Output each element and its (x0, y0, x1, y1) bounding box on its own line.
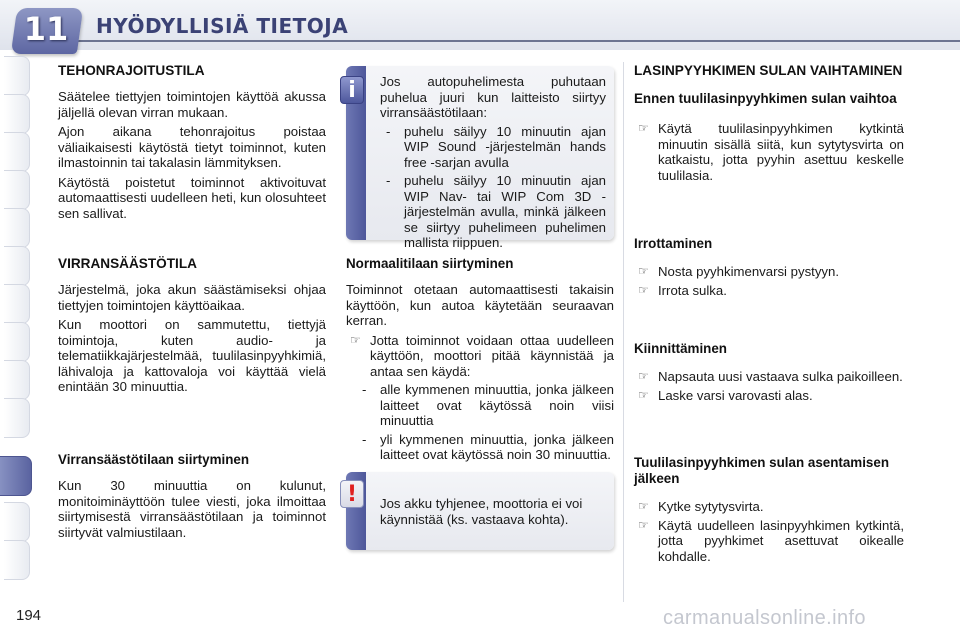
side-tab[interactable] (4, 284, 30, 324)
side-tab[interactable] (4, 132, 30, 172)
section-normaalitila (346, 256, 614, 466)
subsection-title: Kiinnittäminen (634, 341, 727, 356)
side-tab[interactable] (4, 246, 30, 286)
info-icon: i (340, 76, 364, 104)
pointing-hand-icon: ☞ (638, 264, 649, 278)
section-title: LASINPYYHKIMEN SULAN VAIHTAMINEN (634, 63, 903, 78)
paragraph: Toiminnot otetaan automaattisesti takaisin käyttöön, kun autoa käytetään seuraavan kerran. (346, 282, 614, 328)
list-item: ☞ Jotta toiminnot voidaan ottaa uudelleen käyttöön, moottori pitää käynnistää ja antaa sen käydä: (350, 332, 614, 379)
warning-icon: ! (340, 480, 364, 508)
section-kiinnittaminen (634, 341, 904, 406)
subsection-title: Tuulilasinpyyhkimen sulan asentamisen jälkeen (634, 455, 889, 486)
subsection-title: Virransäästötilaan siirtyminen (58, 452, 250, 467)
list-item: ☞ Kytke sytytysvirta. (638, 499, 764, 514)
pointing-hand-icon: ☞ (638, 369, 649, 383)
side-tab[interactable] (4, 94, 30, 134)
watermark: carmanualsonline.info (663, 607, 866, 629)
bullet-list (634, 264, 904, 298)
info-note (346, 66, 614, 250)
side-tab-active[interactable] (0, 456, 32, 496)
paragraph: Säätelee tiettyjen toimintojen käyttöä akussa jäljellä olevan virran mukaan. (58, 89, 326, 120)
side-tab[interactable] (4, 360, 30, 400)
list-item: - yli kymmenen minuuttia, jonka jälkeen laitteet ovat käytössä noin 30 minuuttia. (362, 431, 614, 462)
bullet-list (346, 333, 614, 380)
side-index-tabs (0, 56, 34, 580)
section-virransaastotila (58, 256, 326, 399)
paragraph: Kun 30 minuuttia on kulunut, monitoiminäyttöön tulee viesti, joka ilmoittaa siirtymisestä virransäästötilaan ja toiminnot siirtyvät valmiustilaan. (58, 478, 326, 540)
section-title: TEHONRAJOITUSTILA (58, 63, 205, 78)
side-tab[interactable] (4, 170, 30, 210)
bullet-list (634, 369, 904, 403)
subsection-title: Normaalitilaan siirtyminen (346, 256, 514, 271)
section-siirtyminen (58, 452, 326, 544)
bullet-list (634, 499, 904, 564)
pointing-hand-icon: ☞ (638, 282, 649, 297)
subsection-title: Irrottaminen (634, 236, 713, 251)
info-note-text (380, 74, 606, 254)
header-rule (60, 40, 960, 42)
side-tab[interactable] (4, 322, 30, 362)
paragraph: Ajon aikana tehonrajoitus poistaa väliaikaisesti käytöstä tietyt toiminnot, kuten ilmastoinnin tai takalasin lämmityksen. (58, 124, 326, 170)
side-tab[interactable] (4, 540, 30, 580)
list-item: - puhelu säilyy 10 minuutin ajan WIP Sound -järjestelmän hands free -sarjan avulla (386, 123, 606, 170)
list-item: ☞ Nosta pyyhkimenvarsi pystyyn. (638, 264, 840, 279)
side-tab[interactable] (4, 502, 30, 542)
column-divider (623, 62, 624, 602)
side-tab[interactable] (4, 398, 30, 438)
info-list (380, 124, 606, 251)
section-title: VIRRANSÄÄSTÖTILA (58, 256, 197, 271)
pointing-hand-icon: ☞ (638, 517, 649, 532)
list-item: - alle kymmenen minuuttia, jonka jälkeen laitteet ovat käytössä noin viisi minuuttia (362, 382, 614, 428)
section-asentaminen (634, 455, 904, 567)
bullet-list (634, 121, 904, 183)
dash-list (356, 382, 614, 463)
list-item: ☞ Irrota sulka. (638, 282, 727, 298)
list-item: - puhelu säilyy 10 minuutin ajan WIP Nav- tai WIP Com 3D -järjestelmän avulla, minkä jälkeen se siirtyy puhelimeen puhelimen mallista riippuen. (386, 173, 606, 250)
paragraph: Järjestelmä, joka akun säästämiseksi ohjaa tiettyjen toimintojen käyttöaikaa. (58, 282, 326, 313)
paragraph: Kun moottori on sammutettu, tiettyjä toimintoja, kuten audio- ja telematiikkajärjestelmää, tuulilasinpyyhkimiä, lähivaloja ja kattovaloja voi käyttää vielä enintään 30 minuuttia. (58, 317, 326, 394)
warning-note-text: Jos akku tyhjenee, moottoria ei voi käynnistää (ks. vastaava kohta). (380, 496, 583, 527)
subsection-title: Ennen tuulilasinpyyhkimen sulan vaihtoa (634, 91, 897, 106)
page-title: HYÖDYLLISIÄ TIETOJA (96, 14, 349, 38)
page-number: 194 (16, 607, 42, 624)
pointing-hand-icon: ☞ (350, 332, 361, 347)
list-item: ☞ Laske varsi varovasti alas. (638, 387, 813, 403)
list-item: ☞ Napsauta uusi vastaava sulka paikoilleen. (638, 369, 903, 384)
side-tab[interactable] (4, 208, 30, 248)
pointing-hand-icon: ☞ (638, 387, 649, 402)
section-lasinpyyhkimen (634, 63, 904, 186)
paragraph: Käytöstä poistetut toiminnot aktivoituvat automaattisesti uudelleen heti, kun olosuhteet sen sallivat. (58, 174, 326, 221)
section-tehonrajoitustila (58, 63, 326, 225)
pointing-hand-icon: ☞ (638, 499, 649, 513)
pointing-hand-icon: ☞ (638, 121, 649, 135)
info-intro: Jos autopuhelimesta puhutaan puhelua juuri kun laitteisto siirtyy virransäästötilaan: (380, 74, 606, 120)
warning-note (346, 472, 614, 550)
list-item: ☞ Käytä tuulilasinpyyhkimen kytkintä minuutin sisällä siitä, kun sytytysvirta on katkaistu, jotta pyyhin asettuu keskelle tuulilasia. (638, 121, 904, 183)
chapter-number: 11 (23, 10, 69, 48)
list-item: ☞ Käytä uudelleen lasinpyyhkimen kytkintä, jotta pyyhkimet asettuvat oikealle kohdalle. (638, 517, 904, 564)
section-irrottaminen (634, 236, 904, 301)
side-tab[interactable] (4, 56, 30, 96)
